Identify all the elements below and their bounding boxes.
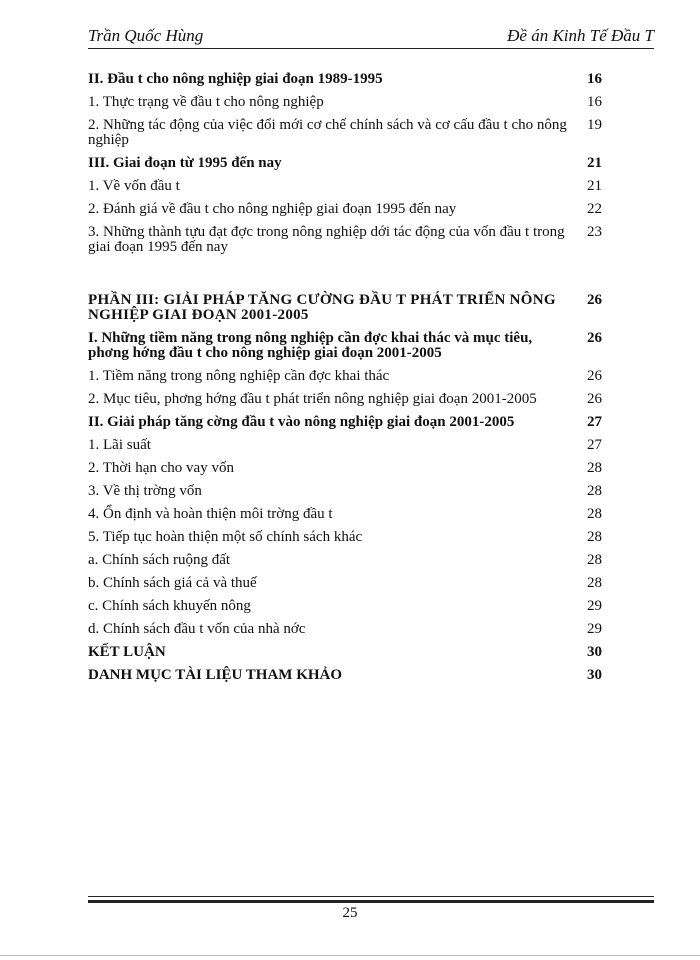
toc-entry bbox=[88, 179, 602, 194]
toc-entry bbox=[88, 331, 602, 361]
toc-entry-page: 26 bbox=[587, 368, 602, 384]
toc-entry bbox=[88, 599, 602, 614]
toc-entry-page: 27 bbox=[587, 414, 602, 430]
header-divider bbox=[88, 48, 654, 49]
header-author: Trần Quốc Hùng bbox=[88, 26, 204, 45]
section-gap bbox=[88, 263, 602, 293]
toc-entry-title: II. Giải pháp tăng cờng đầu t vào nông nghiệp giai đoạn 2001-2005 bbox=[88, 414, 515, 430]
toc-entry-page: 30 bbox=[587, 667, 602, 683]
toc-entry-page: 19 bbox=[587, 117, 602, 133]
toc-entry bbox=[88, 622, 602, 637]
toc-entry-title: DANH MỤC TÀI LIỆU THAM KHẢO bbox=[88, 667, 343, 683]
toc-entry bbox=[88, 484, 602, 499]
toc-entry-page: 21 bbox=[587, 178, 602, 194]
toc-entry-page: 26 bbox=[587, 330, 602, 346]
toc-entry-page: 21 bbox=[587, 155, 602, 171]
toc-entry bbox=[88, 438, 602, 453]
footer-divider-thick bbox=[88, 900, 654, 903]
toc-entry-page: 22 bbox=[587, 201, 602, 217]
toc-entry bbox=[88, 415, 602, 430]
toc-entry-page: 28 bbox=[587, 506, 602, 522]
toc-entry-page: 26 bbox=[587, 391, 602, 407]
toc-entry-title: 2. Những tác động của việc đổi mới cơ chế chính sách và cơ cấu đầu t cho nông nghiệp bbox=[88, 117, 567, 148]
table-of-contents bbox=[88, 72, 602, 691]
toc-entry-page: 28 bbox=[587, 483, 602, 499]
toc-entry bbox=[88, 576, 602, 591]
toc-entry-title: c. Chính sách khuyến nông bbox=[88, 598, 251, 614]
toc-entry bbox=[88, 95, 602, 110]
toc-entry-page: 27 bbox=[587, 437, 602, 453]
toc-entry bbox=[88, 293, 602, 323]
toc-entry bbox=[88, 392, 602, 407]
toc-entry bbox=[88, 530, 602, 545]
toc-entry-title: PHẦN III: GIẢI PHÁP TĂNG CƯỜNG ĐẦU T PHÁT TRIỂN NÔNG NGHIỆP GIAI ĐOẠN 2001-2005 bbox=[88, 292, 556, 323]
toc-entry-page: 23 bbox=[587, 224, 602, 240]
toc-entry-title: b. Chính sách giá cả và thuế bbox=[88, 575, 257, 591]
toc-entry-title: 3. Về thị trờng vốn bbox=[88, 483, 202, 499]
toc-entry bbox=[88, 645, 602, 660]
toc-entry bbox=[88, 369, 602, 384]
toc-entry-title: 2. Mục tiêu, phơng hớng đầu t phát triển nông nghiệp giai đoạn 2001-2005 bbox=[88, 391, 537, 407]
toc-entry-title: 1. Thực trạng về đầu t cho nông nghiệp bbox=[88, 94, 324, 110]
toc-entry-title: 2. Đánh giá về đầu t cho nông nghiệp giai đoạn 1995 đến nay bbox=[88, 201, 457, 217]
toc-entry-page: 28 bbox=[587, 575, 602, 591]
toc-entry-page: 16 bbox=[587, 94, 602, 110]
toc-entry-page: 29 bbox=[587, 598, 602, 614]
toc-entry-page: 30 bbox=[587, 644, 602, 660]
toc-entry-title: a. Chính sách ruộng đất bbox=[88, 552, 231, 568]
toc-entry bbox=[88, 553, 602, 568]
toc-entry-title: II. Đầu t cho nông nghiệp giai đoạn 1989-1995 bbox=[88, 71, 383, 87]
toc-entry bbox=[88, 461, 602, 476]
toc-entry-title: KẾT LUẬN bbox=[88, 644, 166, 660]
toc-entry bbox=[88, 668, 602, 683]
toc-entry-title: 2. Thời hạn cho vay vốn bbox=[88, 460, 234, 476]
toc-entry-title: III. Giai đoạn từ 1995 đến nay bbox=[88, 155, 282, 171]
toc-entry-title: 1. Lãi suất bbox=[88, 437, 151, 453]
toc-entry bbox=[88, 507, 602, 522]
toc-entry-title: I. Những tiềm năng trong nông nghiệp cần đợc khai thác và mục tiêu, phơng hớng đầu t cho nông nghiệp giai đoạn 2001-2005 bbox=[88, 330, 533, 361]
toc-entry-title: 5. Tiếp tục hoàn thiện một số chính sách khác bbox=[88, 529, 363, 545]
header-project-title: Đề án Kinh Tế Đầu T bbox=[507, 26, 654, 45]
toc-entry-page: 16 bbox=[587, 71, 602, 87]
toc-entry-title: 1. Về vốn đầu t bbox=[88, 178, 180, 194]
toc-entry-page: 28 bbox=[587, 552, 602, 568]
toc-entry bbox=[88, 118, 602, 148]
toc-entry-title: 4. Ổn định và hoàn thiện môi trờng đầu t bbox=[88, 506, 333, 522]
toc-entry-page: 28 bbox=[587, 460, 602, 476]
toc-entry-title: 1. Tiềm năng trong nông nghiệp cần đợc khai thác bbox=[88, 368, 390, 384]
toc-entry-page: 26 bbox=[587, 292, 602, 308]
footer-divider-thin bbox=[88, 896, 654, 897]
toc-entry bbox=[88, 202, 602, 217]
toc-entry bbox=[88, 72, 602, 87]
page-number: 25 bbox=[342, 905, 358, 921]
toc-entry bbox=[88, 156, 602, 171]
page-edge-line bbox=[0, 955, 700, 956]
toc-entry-title: 3. Những thành tựu đạt đợc trong nông nghiệp dới tác động của vốn đầu t trong giai đoạn 1995 đến nay bbox=[88, 224, 565, 255]
toc-entry-page: 28 bbox=[587, 529, 602, 545]
toc-entry-title: d. Chính sách đầu t vốn của nhà nớc bbox=[88, 621, 306, 637]
toc-entry-page: 29 bbox=[587, 621, 602, 637]
toc-entry bbox=[88, 225, 602, 255]
page-header bbox=[88, 26, 654, 48]
